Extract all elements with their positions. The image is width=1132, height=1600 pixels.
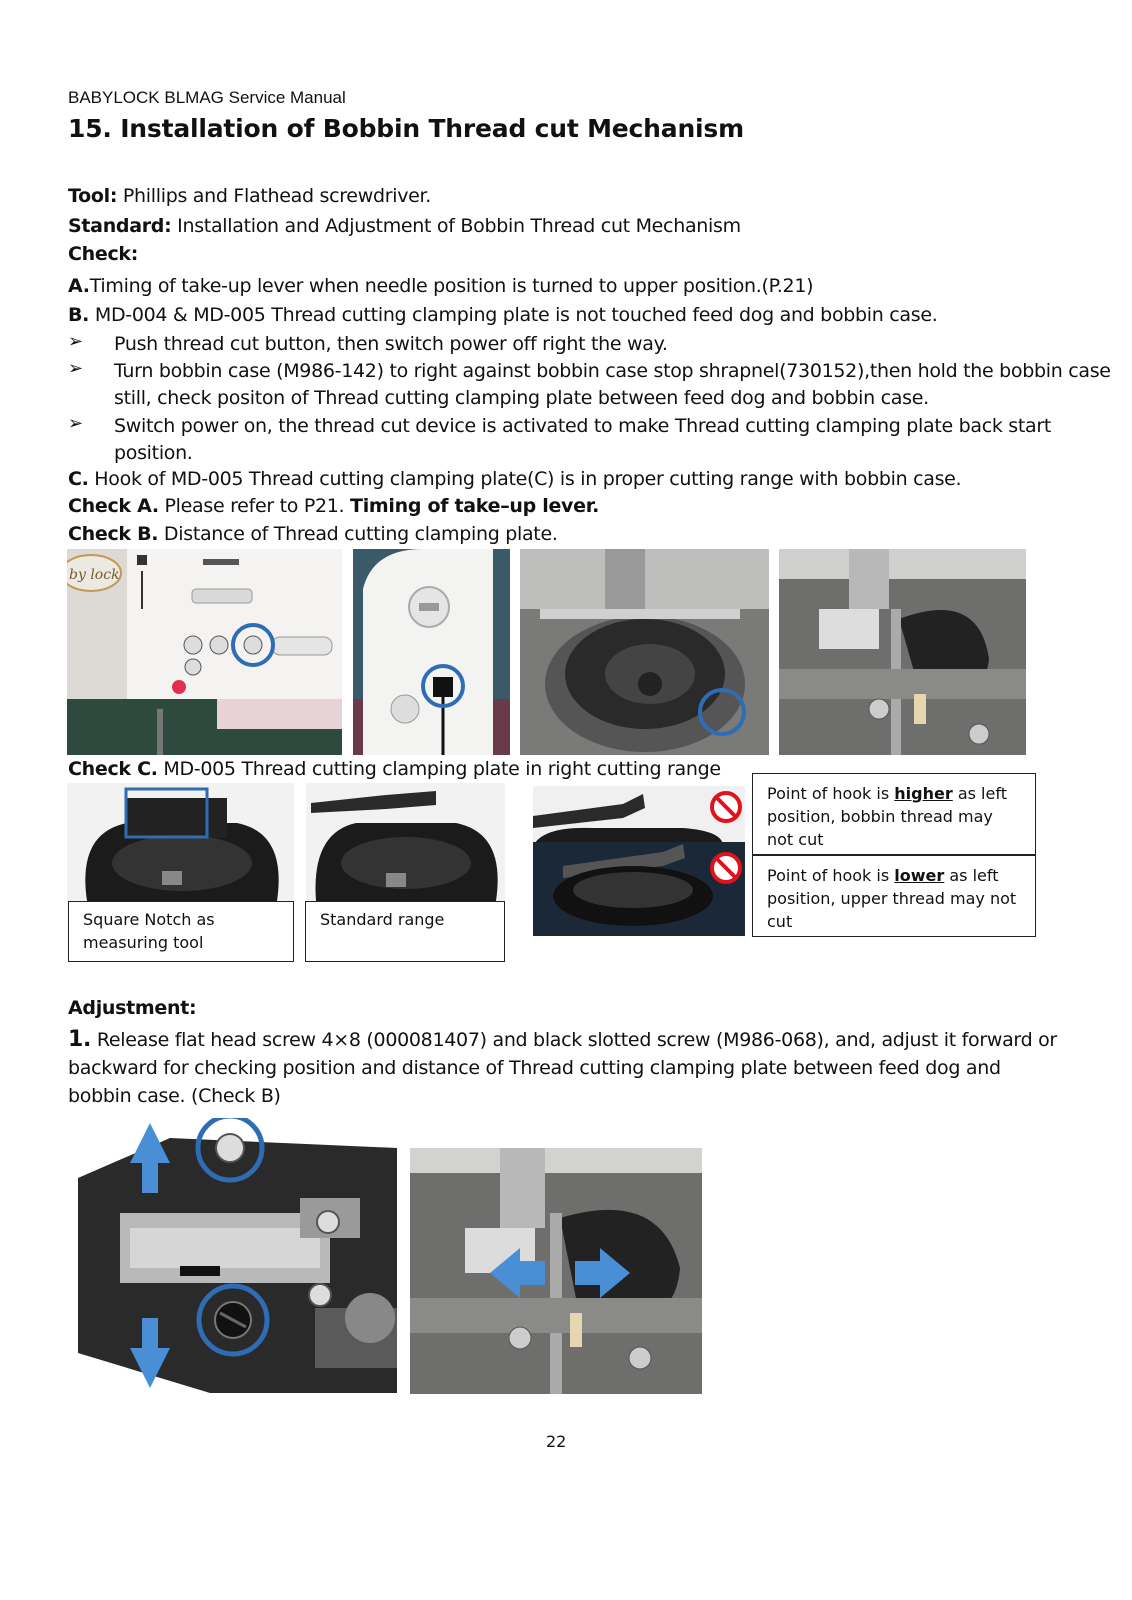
check-a-ref-label: Check A. — [68, 495, 159, 517]
photo-power-switch — [353, 549, 510, 755]
step-1-number: 1. — [68, 1027, 92, 1052]
photo-thread-cut-button — [67, 549, 342, 755]
check-a-text: Timing of take-up lever when needle position is turned to upper position.(P.21) — [89, 275, 814, 297]
bullet-text-1: Push thread cut button, then switch power off right the way. — [114, 333, 668, 355]
check-a-line — [68, 275, 813, 297]
adjustment-heading — [68, 997, 196, 1019]
caption-square-notch-text: Square Notch as measuring tool — [83, 910, 215, 952]
check-c-ref-label: Check C. — [68, 758, 158, 780]
photo-screws-adjust — [70, 1118, 397, 1393]
check-b-ref-line — [68, 523, 558, 545]
caption-standard-range — [305, 901, 505, 962]
caption-square-notch — [68, 901, 294, 962]
check-c-ref-text: MD-005 Thread cutting clamping plate in right cutting range — [157, 758, 721, 780]
caption-standard-range-text: Standard range — [320, 910, 445, 929]
check-b-ref-label: Check B. — [68, 523, 159, 545]
caption-higher-post: as left position, bobbin thread may not cut — [767, 784, 1007, 849]
photo-standard-range — [306, 783, 505, 901]
tool-label: Tool: — [68, 185, 118, 207]
photo-plate-forward-backward — [410, 1148, 702, 1394]
check-b-text: MD-004 & MD-005 Thread cutting clamping plate is not touched feed dog and bobbin case. — [89, 304, 938, 326]
photo-hook-higher-lower — [533, 786, 745, 936]
check-c-ref-line — [68, 758, 721, 780]
bullet-arrow-icon: ➢ — [68, 413, 83, 434]
caption-lower-pre: Point of hook is — [767, 866, 895, 885]
caption-hook-higher — [752, 773, 1036, 855]
page-number: 22 — [546, 1432, 567, 1451]
check-b-ref-text: Distance of Thread cutting clamping plate. — [158, 523, 558, 545]
bullet-arrow-icon: ➢ — [68, 331, 83, 352]
caption-higher-pre: Point of hook is — [767, 784, 895, 803]
standard-line — [68, 215, 741, 237]
caption-higher-word: higher — [894, 784, 953, 803]
step-1-text: Release flat head screw 4×8 (000081407) and black slotted screw (M986-068), and, adjust it forward or backward for checking position and distance of Thread cutting clamping plate between feed dog and bobbin case. (Check B) — [68, 1029, 1057, 1107]
adjustment-step-1 — [68, 1026, 1058, 1110]
caption-lower-word: lower — [894, 866, 945, 885]
check-a-ref-text: Please refer to P21. — [158, 495, 351, 517]
check-a-label: A. — [68, 275, 90, 297]
check-c-label: C. — [68, 468, 89, 490]
check-a-ref-bold: Timing of take–up lever. — [350, 495, 599, 517]
caption-lower-post: as left position, upper thread may not cut — [767, 866, 1017, 931]
section-title: 15. Installation of Bobbin Thread cut Mechanism — [68, 114, 744, 143]
check-c-line — [68, 468, 961, 490]
check-heading — [68, 243, 138, 265]
manual-header: BABYLOCK BLMAG Service Manual — [68, 88, 346, 107]
bullet-arrow-icon: ➢ — [68, 358, 83, 379]
bullet-text-3: Switch power on, the thread cut device is activated to make Thread cutting clamping plate back start position. — [114, 415, 1052, 464]
check-c-text: Hook of MD-005 Thread cutting clamping plate(C) is in proper cutting range with bobbin case. — [88, 468, 962, 490]
check-label: Check: — [68, 243, 139, 265]
photo-bobbin-case-turned — [520, 549, 769, 755]
check-b-label: B. — [68, 304, 90, 326]
machine-logo: by lock — [69, 567, 120, 583]
standard-label: Standard: — [68, 215, 172, 237]
caption-hook-lower — [752, 855, 1036, 937]
tool-text: Phillips and Flathead screwdriver. — [117, 185, 432, 207]
photo-feed-dog-clamping-plate — [779, 549, 1026, 755]
check-a-ref-line — [68, 495, 599, 517]
bullet-text-2: Turn bobbin case (M986-142) to right against bobbin case stop shrapnel(730152),then hold the bobbin case still, check positon of Thread cutting clamping plate between feed dog and bobbin case. — [114, 360, 1111, 409]
tool-line — [68, 185, 431, 207]
adjustment-label: Adjustment: — [68, 997, 197, 1019]
standard-text: Installation and Adjustment of Bobbin Thread cut Mechanism — [171, 215, 741, 237]
check-b-line — [68, 304, 937, 326]
photo-square-notch — [67, 783, 294, 901]
